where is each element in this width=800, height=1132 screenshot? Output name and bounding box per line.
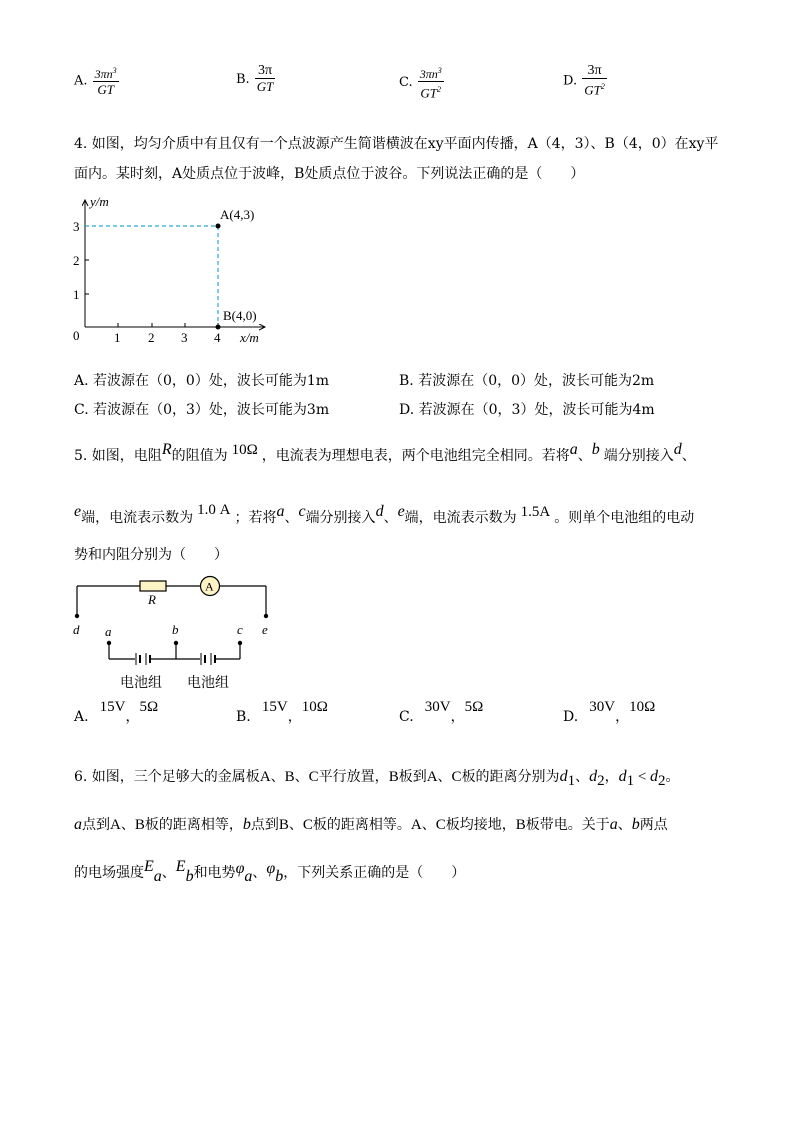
resistance-value: 10Ω [231,442,258,458]
battery-1-label: 电池组 [120,676,162,691]
point-b-label: B(4,0) [223,308,257,323]
terminal-a-label: a [105,624,112,639]
terminal-b-label: b [172,622,179,637]
q3-option-b[interactable] [236,64,275,95]
x-tick-4: 4 [214,330,221,345]
q4-option-d[interactable]: D. 若波源在（0，3）处，波长可能为4m [399,402,655,418]
x-tick-1: 1 [114,330,121,345]
q5-option-a[interactable]: A. 15V，5Ω [74,699,159,725]
y-tick-3: 3 [73,219,80,234]
fraction: $\frac{3\pi}{GT^2}$ [584,63,605,98]
var-r: R [161,441,172,458]
q6-stem-line2: a点到A、B板的距离相等，b点到B、C板的距离相等。A、C板均接地，B板带电。关于a、b两点 [74,816,668,833]
q3-option-a[interactable] [74,64,119,98]
option-label: A. [74,73,88,89]
q5-option-b[interactable]: B. 15V，10Ω [236,699,328,725]
y-tick-1: 1 [73,287,80,302]
y-tick-2: 2 [73,253,80,268]
y-axis-label: y/m [90,194,109,209]
x-tick-3: 3 [181,330,188,345]
x-axis-label: x/m [240,330,259,345]
q4-wave-figure [70,192,280,352]
q4-option-b[interactable]: B. 若波源在（0，0）处，波长可能为2m [399,373,655,389]
terminal-d-label: d [73,622,80,637]
q5-stem-line1: 5. 如图，电阻R的阻值为 10Ω ，电流表为理想电表，两个电池组完全相同。若将a、b 端分别接入d、 [74,441,696,464]
origin-label: 0 [73,328,80,343]
q5-stem-line3: 势和内阻分别为（ ） [74,547,228,563]
point-a-label: A(4,3) [220,207,255,222]
q4-option-a[interactable]: A. 若波源在（0，0）处，波长可能为1m [74,373,330,389]
q3-option-c[interactable] [399,64,444,101]
current-value-2: 1.5A [520,504,551,520]
x-tick-2: 2 [148,330,155,345]
terminal-e-label: e [262,622,268,637]
ammeter-label: A [205,579,214,594]
resistor [140,581,166,591]
x-ticks [114,323,221,345]
q5-option-c[interactable]: C. 30V，5Ω [399,699,484,725]
q4-stem-line2: 面内。某时刻，A处质点位于波峰，B处质点位于波谷。下列说法正确的是（ ） [74,166,585,182]
q6-stem-line1: 6. 如图，三个足够大的金属板A、B、C平行放置，B板到A、C板的距离分别为$d_1$、$d_2$，$d_1 < d_2$。 [74,768,680,789]
option-label: D. [563,73,578,89]
q4-option-c[interactable]: C. 若波源在（0，3）处，波长可能为3m [74,402,330,418]
battery-1-symbol [136,653,150,665]
fraction: $\frac{3\pi n^3}{GT^2}$ [419,66,442,101]
y-ticks [73,219,89,302]
q5-circuit-figure [70,570,290,695]
point-a-dot [216,224,221,229]
q3-option-d[interactable] [563,64,607,98]
q5-option-d[interactable]: D. 30V，10Ω [563,699,656,725]
current-value-1: 1.0 A [197,502,231,518]
terminal-c-label: c [237,622,243,637]
q6-stem-line3: 的电场强度$E_a$、$E_b$和电势$\varphi_a$、$\varphi_b$，下列关系正确的是（ ） [74,858,466,885]
point-b-dot [216,325,221,330]
option-label: C. [399,75,413,91]
q5-stem-line2: e端，电流表示数为 1.0 A ；若将a、c端分别接入d、e端，电流表示数为 1.5A 。则单个电池组的电动 [74,502,695,526]
fraction: $\frac{3\pi}{GT}$ [256,63,274,94]
fraction: $\frac{3\pi n^3}{GT}$ [94,66,117,97]
terminal-d [75,614,79,618]
option-label: B. [236,72,250,87]
inequality: $d_1 < d_2$ [618,768,666,789]
q4-stem-line1: 4. 如图，均匀介质中有且仅有一个点波源产生简谐横波在xy平面内传播，A（4，3）、B（4，0）在xy平 [74,136,719,152]
battery-2-symbol [201,653,215,665]
resistor-label: R [148,592,156,607]
terminal-e [264,614,268,618]
battery-2-label: 电池组 [187,676,229,691]
